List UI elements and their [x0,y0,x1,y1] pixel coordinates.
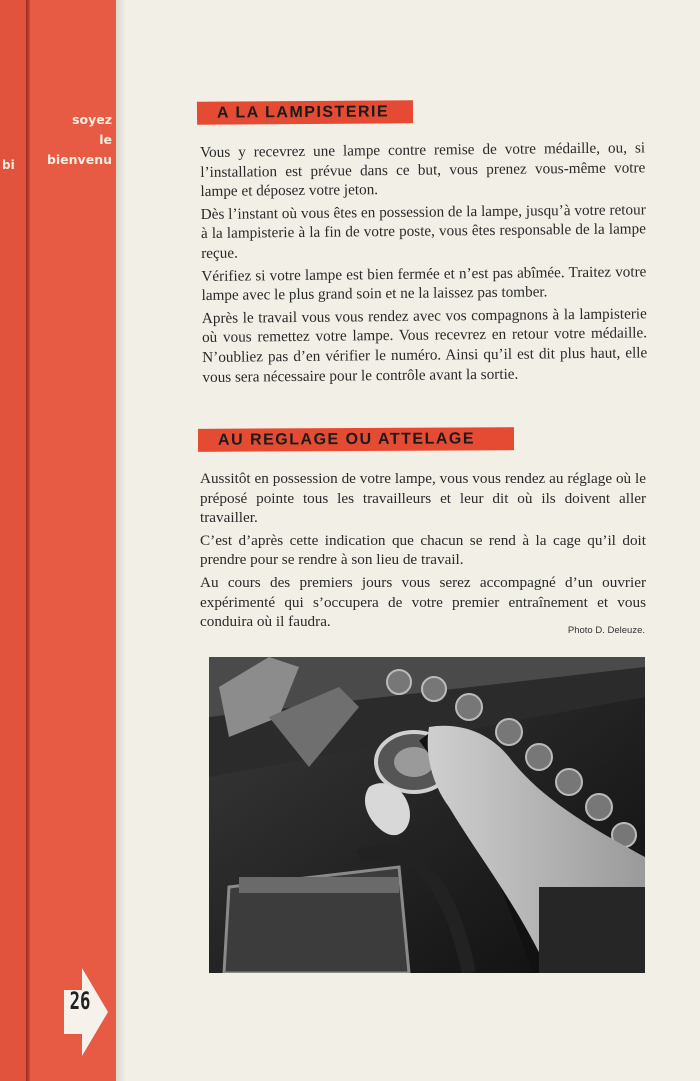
welcome-line: soyez [72,112,112,127]
paragraph: C’est d’après cette indication que chacun se rend à la cage qu’il doit prendre pour se rendre à son lieu de travail. [200,531,646,569]
section-reglage-text [200,469,646,635]
welcome-text [47,110,112,170]
previous-page-fragment: bi [2,158,15,172]
photo-illustration [209,657,645,973]
welcome-line: bienvenu [46,152,112,167]
paragraph: Après le travail vous vous rendez avec vos compagnons à la lampisterie où vous remettez votre lampe. Vous recevrez en retour votre médaille. N’oubliez pas d’en vérifier le numéro. Ainsi qu’il est dit plus haut, elle vous sera nécessaire pour le contrôle avant la sortie. [201,305,648,386]
paragraph: Vous y recevrez une lampe contre remise de votre médaille, ou, si l’installation est prévue dans ce but, vous prenez vous-même votre lampe et déposez votre jeton. [200,139,646,201]
paragraph: Au cours des premiers jours vous serez accompagné d’un ouvrier expérimenté qui s’occupera de votre premier entraînement et vous conduira où il faudra. [200,573,646,631]
section-lampisterie-text [200,138,648,390]
paragraph: Vérifiez si votre lampe est bien fermée et n’est pas abîmée. Traitez votre lampe avec le plus grand soin et ne la laissez pas tomber. [201,262,647,305]
welcome-line: le [99,132,112,147]
photo-credit: Photo D. Deleuze. [567,625,645,636]
page-number: 26 [69,987,91,1015]
heading-reglage: AU REGLAGE OU ATTELAGE [198,427,514,452]
heading-lampisterie: A LA LAMPISTERIE [197,100,413,125]
photo-miner-lamp [209,657,645,973]
paragraph: Dès l’instant où vous êtes en possession de la lampe, jusqu’à votre retour à la lampisterie à la fin de votre poste, vous êtes responsable de la lampe reçue. [200,201,647,262]
previous-page-edge [0,0,26,1081]
paragraph: Aussitôt en possession de votre lampe, vous vous rendez au réglage où le préposé pointe tous les travailleurs et leur dit où ils doivent aller travailler. [200,470,646,527]
band-shadow [116,0,126,1081]
